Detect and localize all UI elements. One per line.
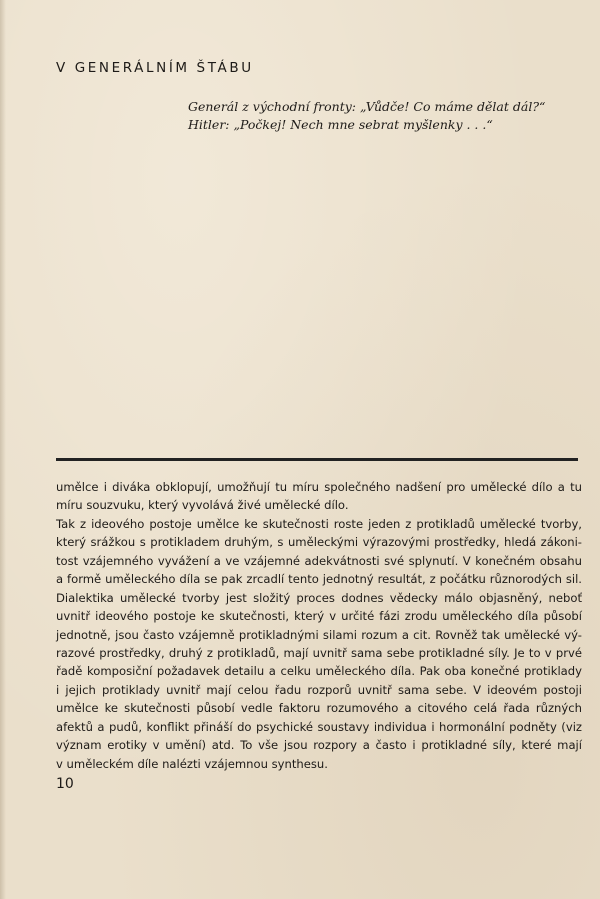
text-line: razové prostředky, druhý z protikladů, mají uvnitř sama sebe protikladné síly. Je to v prvé (56, 645, 582, 660)
text-line: řadě komposiční požadavek detailu a celku uměleckého díla. Pak oba konečné protiklady (56, 664, 582, 679)
text-line: který srážkou s protikladem druhým, s uměleckými výrazovými prostředky, hledá zákoni- (56, 535, 582, 550)
text-line: Dialektika umělecké tvorby jest složitý proces dodnes vědecky málo objasněný, neboť (56, 590, 582, 605)
horizontal-rule (56, 458, 578, 461)
page-number: 10 (56, 776, 74, 792)
text-line: afektů a pudů, konflikt přináší do psychické soustavy individua i hormonální podněty (viz (56, 719, 582, 734)
epigraph (188, 98, 548, 134)
chapter-heading: V GENERÁLNÍM ŠTÁBU (56, 60, 254, 76)
text-line: uvnitř ideového postoje ke skutečnosti, který v určité fázi zrodu uměleckého díla působí (56, 609, 582, 624)
text-line: tost vzájemného vyvážení a ve vzájemné adekvátnosti své splynutí. V konečném obsahu (56, 553, 582, 568)
text-line: jednotně, jsou často vzájemně protikladnými silami rozum a cit. Rovněž tak umělecké vý- (56, 627, 582, 642)
text-line: míru souzvuku, který vyvolává živé umělecké dílo. (56, 498, 349, 513)
page-edge-shadow (0, 0, 6, 899)
text-line: i jejich protiklady uvnitř mají celou řadu rozporů uvnitř sama sebe. V ideovém postoji (56, 682, 582, 697)
text-line: umělce i diváka obklopují, umožňují tu míru společného nadšení pro umělecké dílo a tu (56, 480, 582, 494)
text-line: a formě uměleckého díla se pak zrcadlí tento jednotný resultát, z počátku různorodých sil. (56, 572, 582, 587)
epigraph-line: Hitler: „Počkej! Nech mne sebrat myšlenky . . .“ (188, 117, 493, 132)
epigraph-line: Generál z východní fronty: „Vůdče! Co máme dělat dál?“ (188, 99, 546, 114)
text-line: Tak z ideového postoje umělce ke skutečnosti roste jeden z protikladů umělecké tvorby, (56, 516, 582, 531)
text-line: v uměleckém díle nalézti vzájemnou synthesu. (56, 756, 328, 771)
text-line: význam erotiky v umění) atd. To vše jsou rozpory a často i protikladné síly, které mají (56, 738, 582, 753)
text-line: umělce ke skutečnosti působí vedle faktoru rozumového a citového celá řada různých (56, 701, 582, 716)
body-text (56, 478, 582, 773)
